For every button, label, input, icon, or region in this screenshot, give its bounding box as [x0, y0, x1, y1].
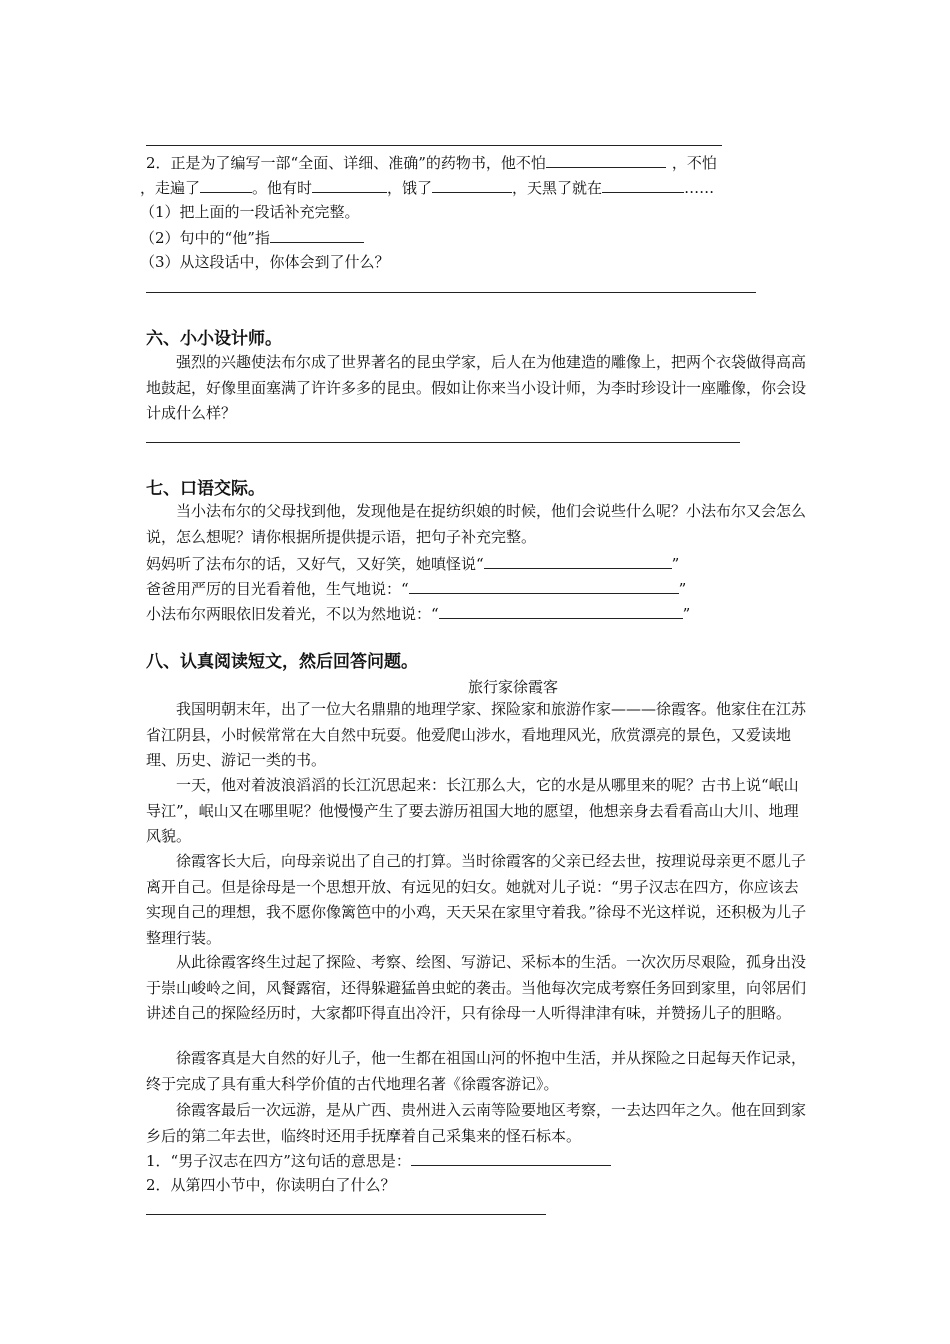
kid-line: [146, 603, 690, 624]
q2-text: ，走遍了: [140, 179, 201, 197]
q2-text: ……: [684, 179, 715, 197]
q2-text: ，饿了: [387, 179, 433, 197]
q2-text: ，不怕: [671, 154, 717, 172]
q2-text: 。他有时: [252, 179, 313, 197]
passage-paragraph-4: 从此徐霞客终生过起了探险、考察、绘图、写游记、采标本的生活。一次次历尽艰险，孤身出没于崇山峻岭之间，风餐露宿，还得躲避猛兽虫蛇的袭击。当他每次完成考察任务回到家里，向邻居们讲述自己的探险经历时，大家都吓得直出冷汗，只有徐母一人听得津津有味，并赞扬儿子的胆略。: [146, 953, 807, 1022]
q2-line2: [140, 177, 714, 198]
kid-prompt: 小法布尔两眼依旧发着光，不以为然地说：“: [146, 605, 439, 623]
quote-close: ”: [682, 605, 691, 623]
answer-blank[interactable]: [312, 177, 387, 193]
q2-sub1: （1）把上面的一段话补充完整。: [140, 203, 360, 221]
section6-text: 强烈的兴趣使法布尔成了世界著名的昆虫学家，后人在为他建造的雕像上，把两个衣袋做得高高地鼓起，好像里面塞满了许许多多的昆虫。假如让你来当小设计师，为李时珍设计一座雕像，你会设计成什么样？: [146, 353, 807, 422]
passage-paragraph-5: 徐霞客真是大自然的好儿子，他一生都在祖国山河的怀抱中生活，并从探险之日起每天作记录，终于完成了具有重大科学价值的古代地理名著《徐霞客游记》。: [146, 1049, 807, 1093]
answer-blank[interactable]: [484, 553, 672, 569]
section7-text: 当小法布尔的父母找到他，发现他是在捉纺织娘的时候，他们会说些什么呢？小法布尔又会怎么说，怎么想呢？请你根据所提供提示语，把句子补充完整。: [146, 502, 807, 546]
passage-paragraph-3: 徐霞客长大后，向母亲说出了自己的打算。当时徐霞客的父亲已经去世，按理说母亲更不愿儿子离开自己。但是徐母是一个思想开放、有远见的妇女。她就对儿子说：“男子汉志在四方，你应该去实现自己的理想，我不愿你像篱笆中的小鸡，天天呆在家里守着我。”徐母不光这样说，还积极为儿子整理行装。: [146, 852, 807, 947]
q2-sub2: [140, 227, 364, 248]
section8-heading: 八、认真阅读短文，然后回答问题。: [146, 652, 418, 672]
answer-blank[interactable]: [439, 603, 683, 619]
passage-paragraph-6: 徐霞客最后一次远游，是从广西、贵州进入云南等险要地区考察，一去达四年之久。他在回到家乡后的第二年去世，临终时还用手抚摩着自己采集来的怪石标本。: [146, 1101, 807, 1145]
q2-sub2-text: （2）句中的“他”指: [140, 229, 270, 247]
mom-line: [146, 553, 679, 574]
section6-heading: 六、小小设计师。: [146, 329, 282, 349]
s8-q1: [146, 1150, 611, 1171]
answer-blank[interactable]: [546, 152, 666, 168]
dad-line: [146, 578, 686, 599]
q2-text: ，天黑了就在: [512, 179, 603, 197]
answer-blank[interactable]: [200, 177, 252, 193]
q2-line1: [146, 152, 717, 173]
quote-close: ”: [671, 555, 680, 573]
passage-paragraph-2: 一天，他对着波浪滔滔的长江沉思起来：长江那么大，它的水是从哪里来的呢？古书上说“岷山导江”，岷山又在哪里呢？他慢慢产生了要去游历祖国大地的愿望，他想亲身去看看高山大川、地理风貌。: [146, 776, 799, 845]
mom-prompt: 妈妈听了法布尔的话，又好气，又好笑，她嗔怪说“: [146, 555, 484, 573]
answer-line[interactable]: [146, 442, 740, 443]
answer-line[interactable]: [146, 145, 722, 146]
answer-line[interactable]: [146, 1214, 546, 1215]
answer-blank[interactable]: [432, 177, 512, 193]
answer-blank[interactable]: [411, 1150, 611, 1166]
section7-heading: 七、口语交际。: [146, 479, 265, 499]
quote-close: ”: [678, 580, 687, 598]
answer-blank[interactable]: [409, 578, 679, 594]
s8-q2: 2．从第四小节中，你读明白了什么？: [146, 1176, 396, 1194]
answer-blank[interactable]: [602, 177, 684, 193]
passage-paragraph-1: 我国明朝末年，出了一位大名鼎鼎的地理学家、探险家和旅游作家———徐霞客。他家住在江苏省江阴县，小时候常常在大自然中玩耍。他爱爬山涉水，看地理风光，欣赏漂亮的景色，又爱读地理、历史、游记一类的书。: [146, 700, 807, 769]
s8-q1-text: 1．“男子汉志在四方”这句话的意思是：: [146, 1152, 411, 1170]
q2-sub3: （3）从这段话中，你体会到了什么？: [140, 253, 390, 271]
answer-blank[interactable]: [270, 227, 364, 243]
answer-line[interactable]: [146, 292, 756, 293]
dad-prompt: 爸爸用严厉的目光看着他，生气地说：“: [146, 580, 409, 598]
q2-text: 2．正是为了编写一部“全面、详细、准确”的药物书，他不怕: [146, 154, 546, 172]
passage-title: 旅行家徐霞客: [467, 678, 558, 696]
